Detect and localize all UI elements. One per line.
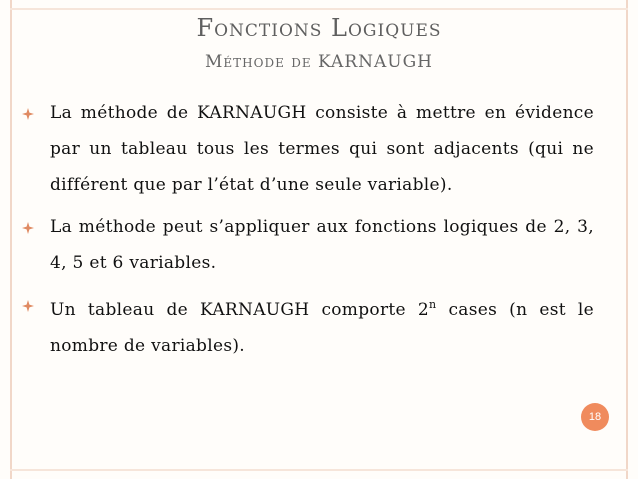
- frame-bottom-border: [10, 469, 628, 471]
- slide-subtitle: Méthode de KARNAUGH: [204, 52, 433, 72]
- bullet-text-after: cases (n est le nombre de variables).: [50, 300, 594, 356]
- slide-title: Fonctions Logiques: [196, 14, 442, 42]
- diamond-bullet-icon: [22, 297, 34, 309]
- bullet-text: [36, 287, 594, 364]
- frame-top-border: [10, 8, 628, 10]
- diamond-bullet-icon: [22, 105, 34, 117]
- bullet-item: [22, 95, 594, 203]
- superscript-n: n: [429, 298, 437, 311]
- bullet-list: [22, 95, 594, 370]
- bullet-item: [22, 209, 594, 281]
- bullet-item: [22, 287, 594, 364]
- bullet-text-before: Un tableau de KARNAUGH comporte 2: [50, 300, 430, 320]
- page-number-badge: 18: [581, 403, 609, 431]
- bullet-text: La méthode peut s’appliquer aux fonctions logiques de 2, 3, 4, 5 et 6 variables.: [50, 217, 594, 273]
- diamond-bullet-icon: [22, 219, 34, 231]
- bullet-text: La méthode de KARNAUGH consiste à mettre en évidence par un tableau tous les termes qui sont adjacents (qui ne différent que par l’état d’une seule variable).: [50, 103, 594, 195]
